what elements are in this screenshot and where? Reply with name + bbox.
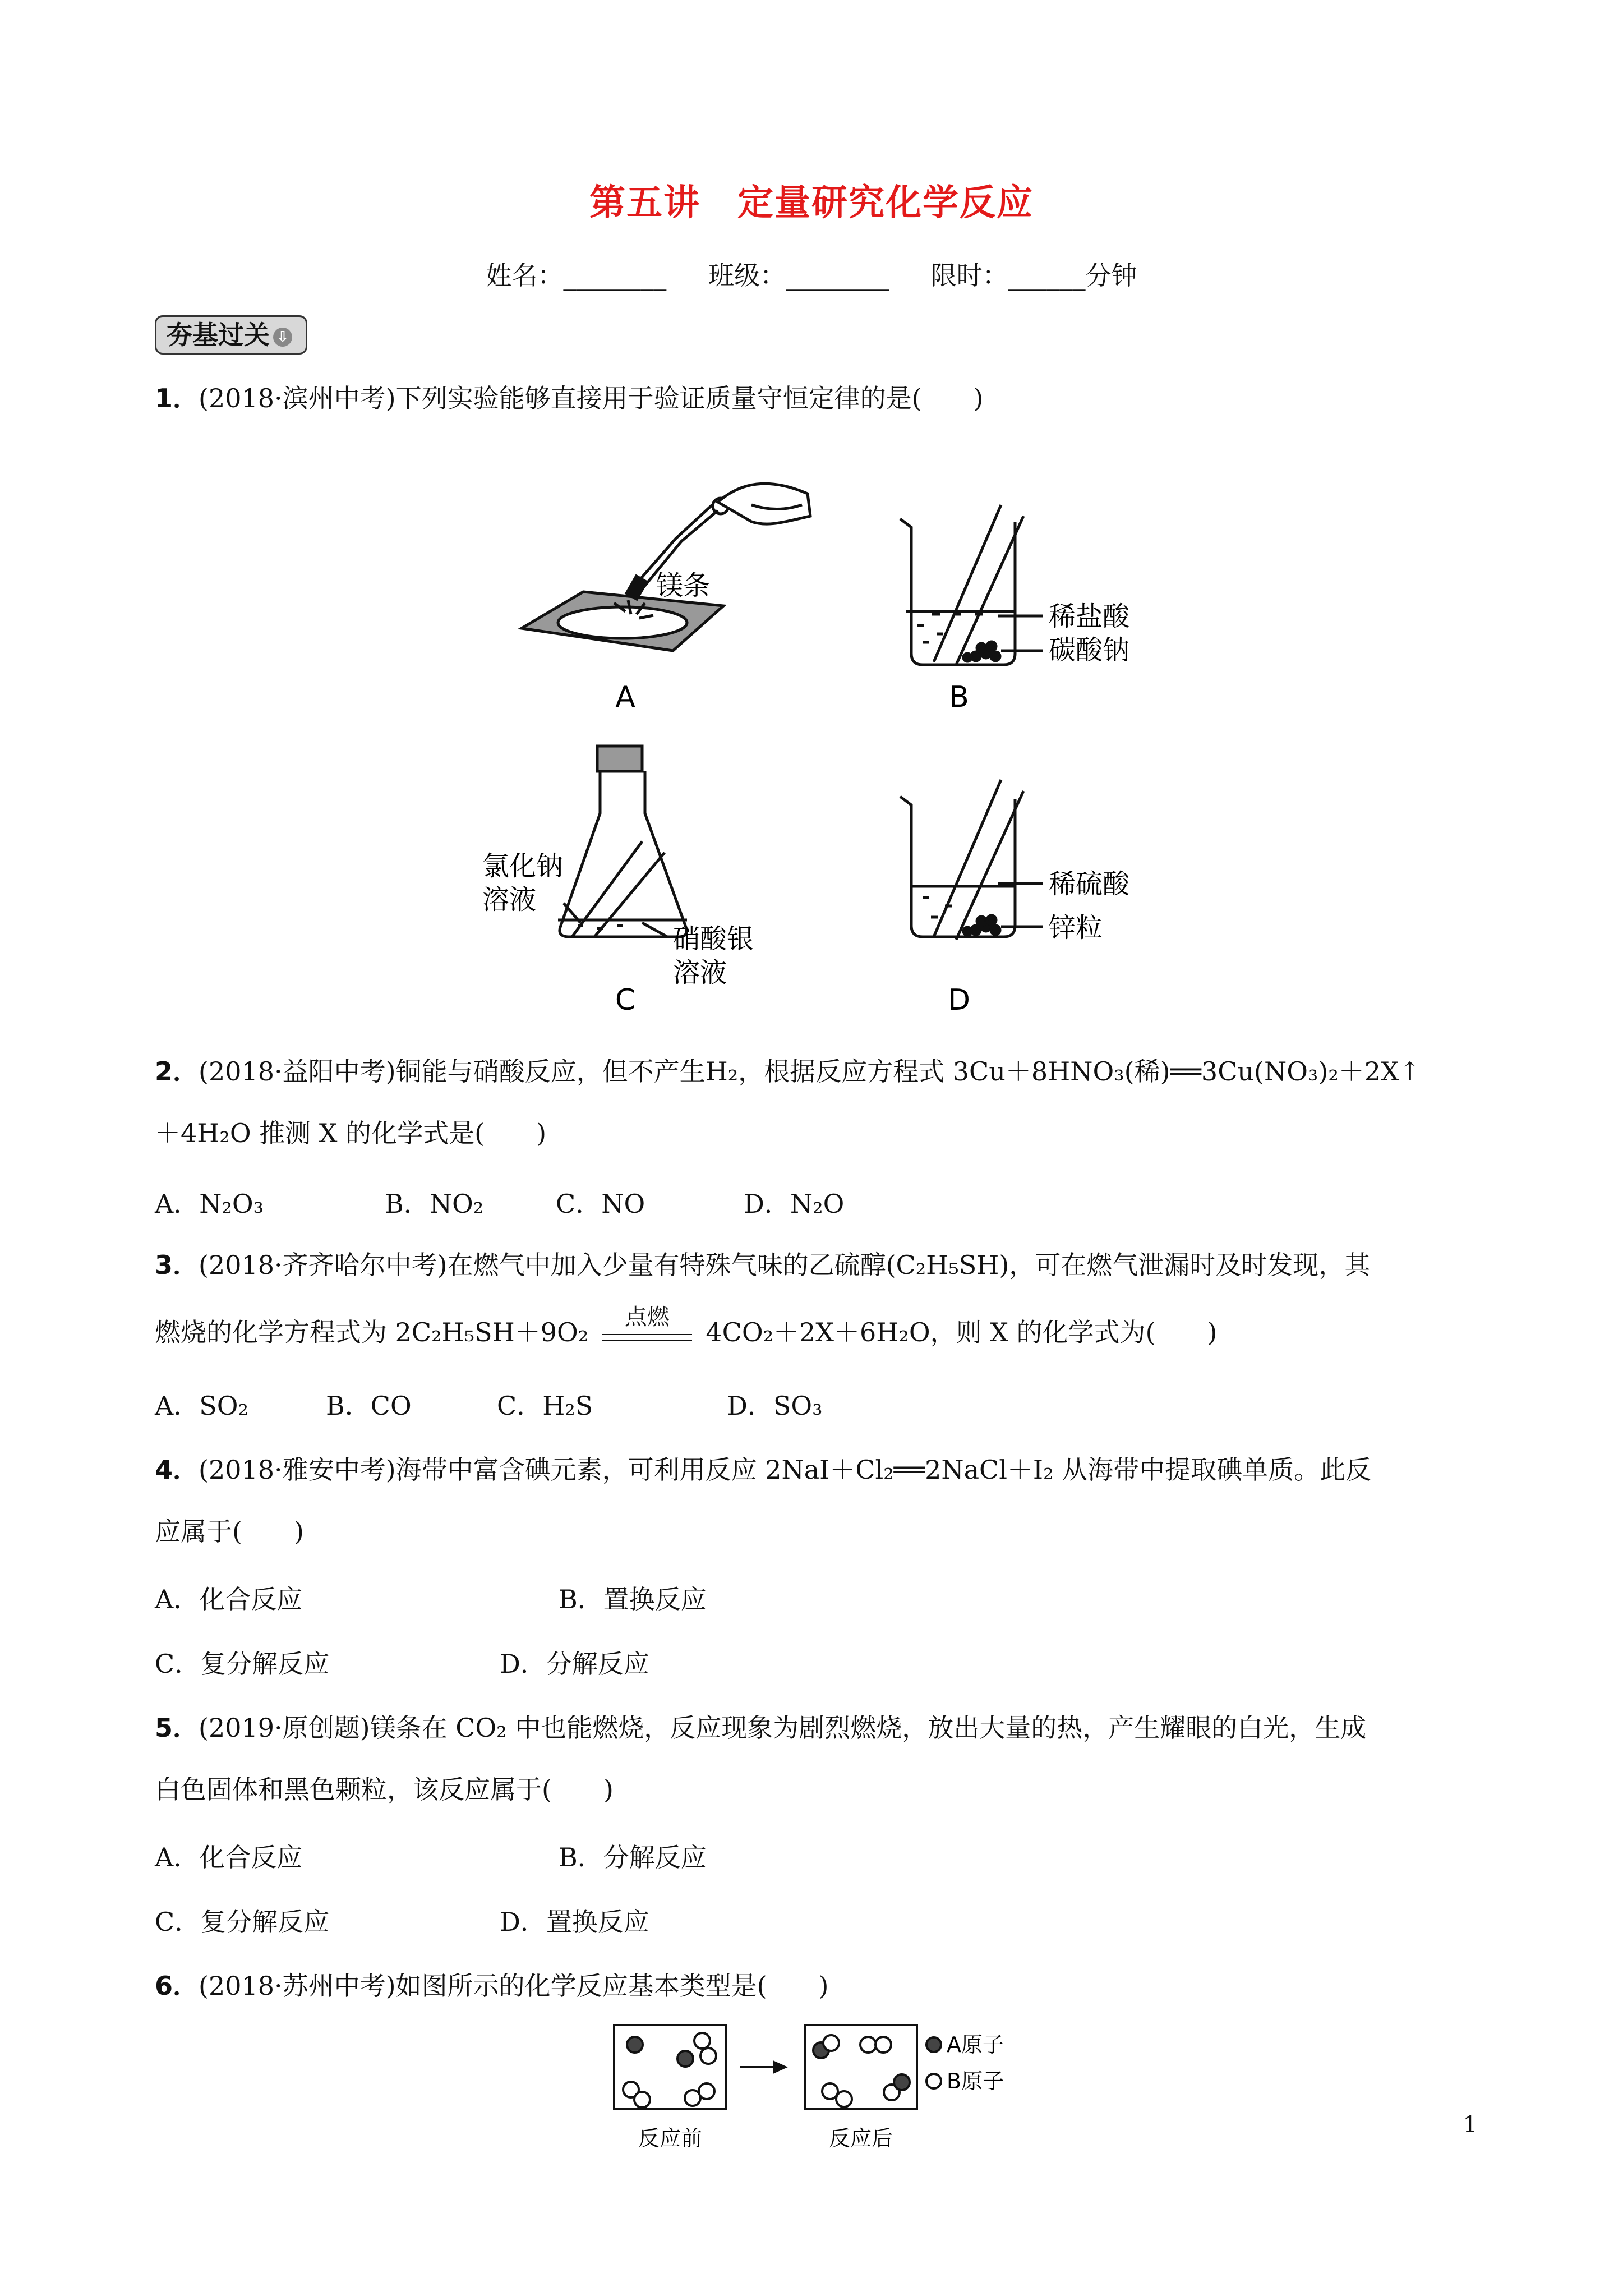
question-2 — [155, 1055, 1421, 1088]
question-text-line2: ＋4H₂O 推测 X 的化学式是( ) — [155, 1118, 547, 1148]
name-field: 姓名：________ — [486, 260, 667, 291]
question-number: 4． — [155, 1455, 199, 1485]
label-h2so4: 稀硫酸 — [1049, 868, 1130, 900]
q5-options-row2 — [155, 1902, 1501, 1935]
down-arrow-icon: ⇩ — [273, 328, 292, 347]
option-d: D．分解反应 — [500, 1649, 649, 1679]
figure-label-a: A — [615, 680, 635, 714]
after-particles — [813, 2035, 910, 2107]
legend-a-label: A原子 — [947, 2032, 1004, 2057]
question-4 — [155, 1453, 1371, 1487]
question-text-line1: (2018·齐齐哈尔中考)在燃气中加入少量有特殊气味的乙硫醇(C₂H₅SH)，可在燃气泄漏时及时发现，其 — [199, 1250, 1371, 1280]
question-number: 3． — [155, 1250, 199, 1280]
question-3 — [155, 1248, 1370, 1282]
option-b: B．分解反应 — [559, 1842, 707, 1872]
option-b: B．置换反应 — [559, 1584, 707, 1614]
question-text-line2: 白色固体和黑色颗粒，该反应属于( ) — [155, 1774, 614, 1805]
q3-options — [155, 1386, 1501, 1419]
figure-d — [900, 780, 1043, 940]
figure-label-d: D — [947, 983, 971, 1017]
label-after: 反应后 — [828, 2126, 893, 2151]
option-c: C．NO — [556, 1189, 645, 1219]
figure-label-c: C — [615, 983, 636, 1017]
student-info — [0, 255, 1623, 292]
question-6 — [155, 1969, 829, 2003]
option-b: B．NO₂ — [385, 1189, 484, 1219]
question-text-line2: 应属于( ) — [155, 1516, 304, 1547]
class-field: 班级：________ — [708, 260, 889, 291]
legend-a-marker — [926, 2037, 941, 2052]
page-title: 第五讲 定量研究化学反应 — [589, 182, 1034, 224]
option-c: C．复分解反应 — [155, 1649, 330, 1679]
section-label: 夯基过关 — [167, 320, 270, 350]
question-number: 5． — [155, 1713, 199, 1743]
q6-reaction-figure — [606, 2019, 1054, 2154]
question-text: (2018·苏州中考)如图所示的化学反应基本类型是( ) — [199, 1971, 829, 2001]
page-number: 1 — [1463, 2112, 1477, 2138]
question-number: 2． — [155, 1056, 199, 1087]
option-a: A．SO₂ — [155, 1391, 248, 1421]
option-a: A．N₂O₃ — [155, 1189, 264, 1219]
q5-options-row1 — [155, 1837, 1501, 1871]
section-badge — [155, 315, 307, 355]
q4-options-row2 — [155, 1644, 1501, 1677]
question-1 — [155, 381, 984, 415]
after-box — [805, 2025, 917, 2109]
reaction-arrow — [602, 1304, 692, 1341]
q4-options-row1 — [155, 1579, 1501, 1613]
option-d: D．N₂O — [744, 1189, 845, 1219]
figure-b — [900, 505, 1043, 665]
option-d: D．SO₃ — [727, 1391, 823, 1421]
figure-a — [522, 484, 810, 651]
q1-apparatus-figure — [482, 471, 1234, 1032]
equation-right: 4CO₂＋2X＋6H₂O，则 X 的化学式为( ) — [706, 1317, 1218, 1347]
question-number: 1． — [155, 383, 199, 413]
question-5 — [155, 1711, 1366, 1745]
legend-b-label: B原子 — [947, 2069, 1004, 2093]
option-a: A．化合反应 — [155, 1584, 303, 1614]
label-magnesium: 镁条 — [656, 570, 711, 601]
option-a: A．化合反应 — [155, 1842, 303, 1872]
q2-options — [155, 1184, 1501, 1217]
label-nacl-2: 溶液 — [482, 884, 537, 915]
equation-left: 燃烧的化学方程式为 2C₂H₅SH＋9O₂ — [155, 1317, 589, 1347]
question-text-line1: (2019·原创题)镁条在 CO₂ 中也能燃烧，反应现象为剧烈燃烧，放出大量的热，产生耀眼的白光，生成 — [199, 1713, 1367, 1743]
time-field: 限时：______分钟 — [930, 260, 1137, 291]
reaction-condition: 点燃 — [624, 1304, 670, 1330]
label-zinc: 锌粒 — [1049, 912, 1103, 944]
label-hcl: 稀盐酸 — [1049, 601, 1130, 632]
question-3-line2 — [155, 1304, 1218, 1349]
label-agno3-1: 硝酸银 — [673, 923, 754, 955]
question-text: (2018·滨州中考)下列实验能够直接用于验证质量守恒定律的是( ) — [199, 383, 984, 413]
label-agno3-2: 溶液 — [673, 957, 727, 988]
option-d: D．置换反应 — [500, 1907, 649, 1937]
label-before: 反应前 — [638, 2126, 703, 2151]
option-b: B．CO — [326, 1391, 412, 1421]
label-na2co3: 碳酸钠 — [1049, 634, 1130, 666]
question-text-line1: (2018·益阳中考)铜能与硝酸反应，但不产生H₂，根据反应方程式 3Cu＋8HNO₃(稀)══3Cu(NO₃)₂＋2X↑ — [199, 1056, 1421, 1087]
option-c: C．复分解反应 — [155, 1907, 330, 1937]
option-c: C．H₂S — [497, 1391, 593, 1421]
figure-c — [558, 746, 687, 937]
figure-label-b: B — [949, 680, 969, 714]
before-particles — [623, 2033, 716, 2108]
legend-b-marker — [926, 2074, 941, 2088]
label-nacl-1: 氯化钠 — [482, 850, 564, 882]
question-text-line1: (2018·雅安中考)海带中富含碘元素，可利用反应 2NaI＋Cl₂══2NaCl＋I₂ 从海带中提取碘单质。此反 — [199, 1455, 1372, 1485]
question-number: 6． — [155, 1971, 199, 2001]
